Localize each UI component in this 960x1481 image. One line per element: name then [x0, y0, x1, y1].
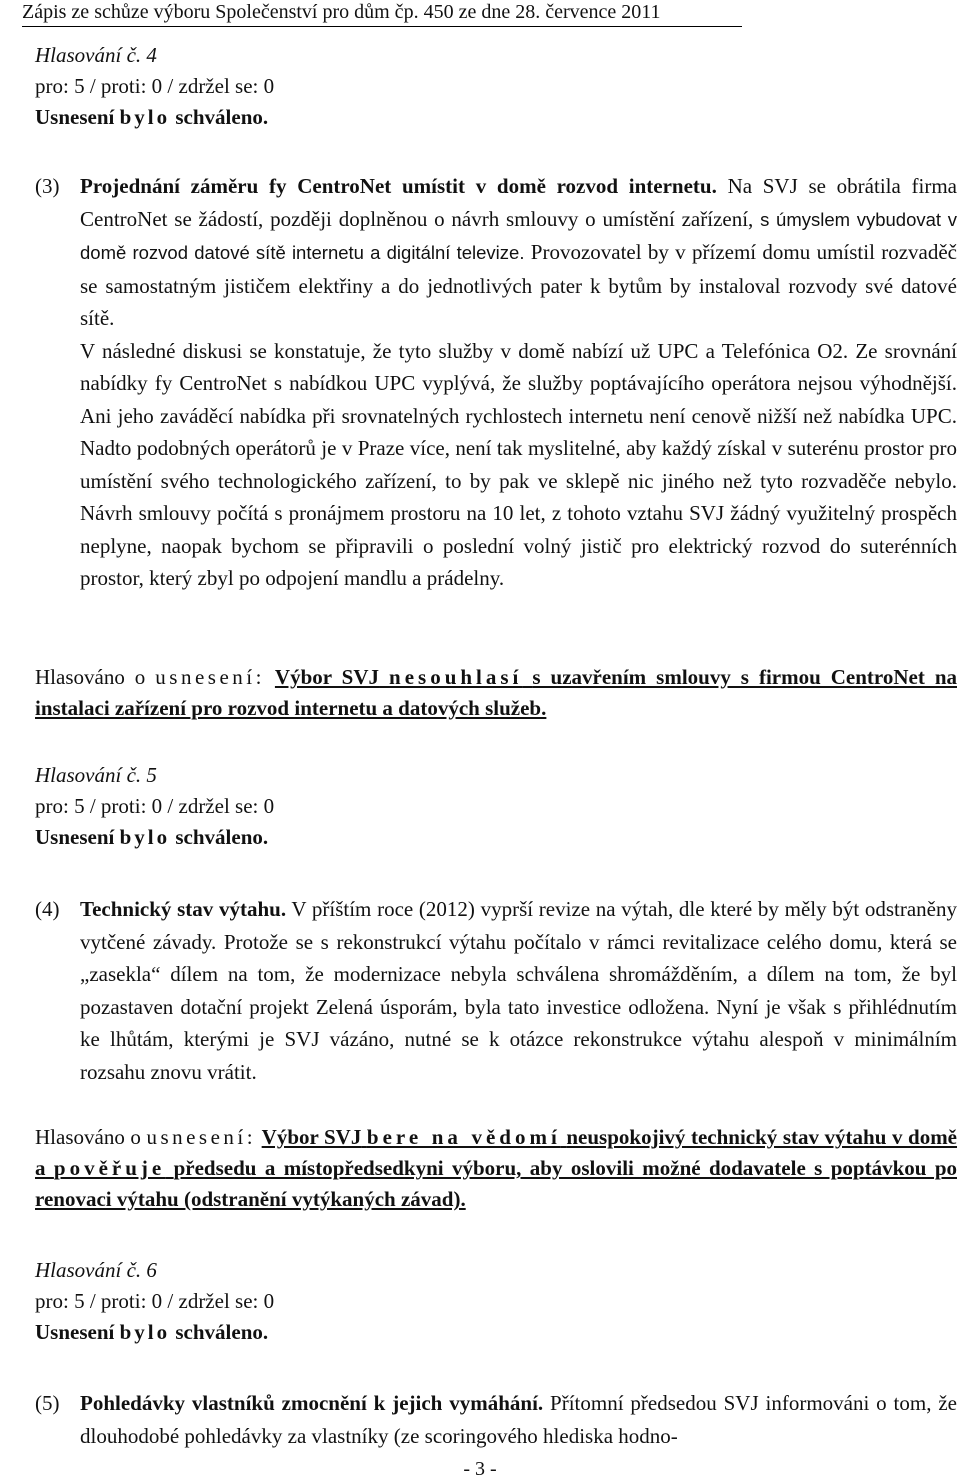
- resolution-lead: Hlasováno o usnesení:: [35, 665, 265, 689]
- item-title: Technický stav výtahu.: [80, 897, 287, 921]
- item-number: (4): [35, 897, 60, 921]
- item-text-sans: s úmyslem vybudovat v domě rozvod datové sítě internetu a digitální televize.: [80, 208, 957, 263]
- item-body: [80, 1387, 957, 1452]
- vote-title: Hlasování č. 4: [35, 43, 157, 67]
- item-number: (5): [35, 1391, 60, 1415]
- resolution-block: [35, 1122, 957, 1215]
- vote-title: Hlasování č. 6: [35, 1258, 157, 1282]
- page-number: - 3 -: [463, 1458, 497, 1480]
- vote-result: Usnesení bylo schváleno.: [35, 1320, 269, 1344]
- resolution-lead: Hlasováno o usnesení:: [35, 1125, 257, 1149]
- vote-title: Hlasování č. 5: [35, 763, 157, 787]
- header-rule: [22, 26, 742, 27]
- vote-result: Usnesení bylo schváleno.: [35, 105, 269, 129]
- item-body: [80, 170, 957, 595]
- agenda-item: [35, 1387, 957, 1452]
- item-number: (3): [35, 174, 60, 198]
- agenda-item: [35, 893, 957, 1088]
- item-text: Provozovatel by v přízemí domu umístil rozvaděč se samostatným jističem elektřiny a do jednotlivých pater k bytům by instaloval rozvody své datové sítě.: [80, 240, 957, 330]
- vote-counts: pro: 5 / proti: 0 / zdržel se: 0: [35, 1289, 275, 1313]
- page-header: Zápis ze schůze výboru Společenství pro dům čp. 450 ze dne 28. července 2011: [22, 1, 661, 23]
- agenda-item: [35, 170, 957, 595]
- vote-block: [35, 40, 274, 133]
- vote-block: [35, 760, 274, 853]
- item-text: Na SVJ se obrátila firma CentroNet se žádostí, později doplněnou o návrh smlouvy o umístění zařízení,: [80, 174, 958, 231]
- vote-counts: pro: 5 / proti: 0 / zdržel se: 0: [35, 74, 275, 98]
- vote-block: [35, 1255, 274, 1348]
- resolution-text: Výbor SVJ bere na vědomí neuspokojivý technický stav výtahu v domě a pověřuje předsedu a místopředsedkyni výboru, aby oslovili možné dodavatele s poptávkou po renovaci výtahu (odstranění vytýkaných závad).: [35, 1125, 958, 1211]
- vote-result: Usnesení bylo schváleno.: [35, 825, 269, 849]
- item-text: V následné diskusi se konstatuje, že tyto služby v domě nabízí už UPC a Telefónica O2. Ze srovnání nabídky fy CentroNet s nabídkou UPC vyplývá, že služby poptávajícího operátora nejsou výhodnější. Ani jeho zaváděcí nabídka při srovnatelných rychlostech internetu není cenově nižší než nabídka UPC. Nadto podobných operátorů je v Praze více, není tak myslitelné, aby každý získal v suterénu prostor pro umístění svého technologického zařízení, to by pak ve sklepě nic jiného než tyto rozvaděče nebylo. Návrh smlouvy počítá s pronájmem prostoru na 10 let, z tohoto vztahu SVJ žádný využitelný prospěch neplyne, naopak bychom se připravili o poslední volný jistič pro elektrický rozvod do suterénních prostor, který zbyl po odpojení mandlu a prádelny.: [80, 338, 957, 590]
- item-text: V příštím roce (2012) vyprší revize na výtah, dle které by měly být odstraněny vytčené závady. Protože se s rekonstrukcí výtahu počítalo v rámci revitalizace celého domu, která se „zasekla“ dílem na tom, že modernizace nebyla schválena shromážděním, a dílem na tom, že byl pozastaven dotační projekt Zelená úsporám, byla tato investice odložena. Nyní je však s přihlédnutím ke lhůtám, kterými je SVJ vázáno, nutné se k otázce rekonstrukce výtahu alespoň v minimálním rozsahu znovu vrátit.: [80, 897, 957, 1084]
- item-title: Pohledávky vlastníků zmocnění k jejich vymáhání.: [80, 1391, 544, 1415]
- item-title: Projednání záměru fy CentroNet umístit v domě rozvod internetu.: [80, 174, 717, 198]
- item-text: Přítomní předsedou SVJ informováni o tom, že dlouhodobé pohledávky za vlastníky (ze scoringového hlediska hodno-: [80, 1391, 957, 1448]
- resolution-block: [35, 662, 957, 724]
- resolution-text: Výbor SVJ nesouhlasí s uzavřením smlouvy s firmou CentroNet na instalaci zařízení pro rozvod internetu a datových služeb.: [35, 665, 957, 720]
- item-body: [80, 893, 957, 1088]
- vote-counts: pro: 5 / proti: 0 / zdržel se: 0: [35, 794, 275, 818]
